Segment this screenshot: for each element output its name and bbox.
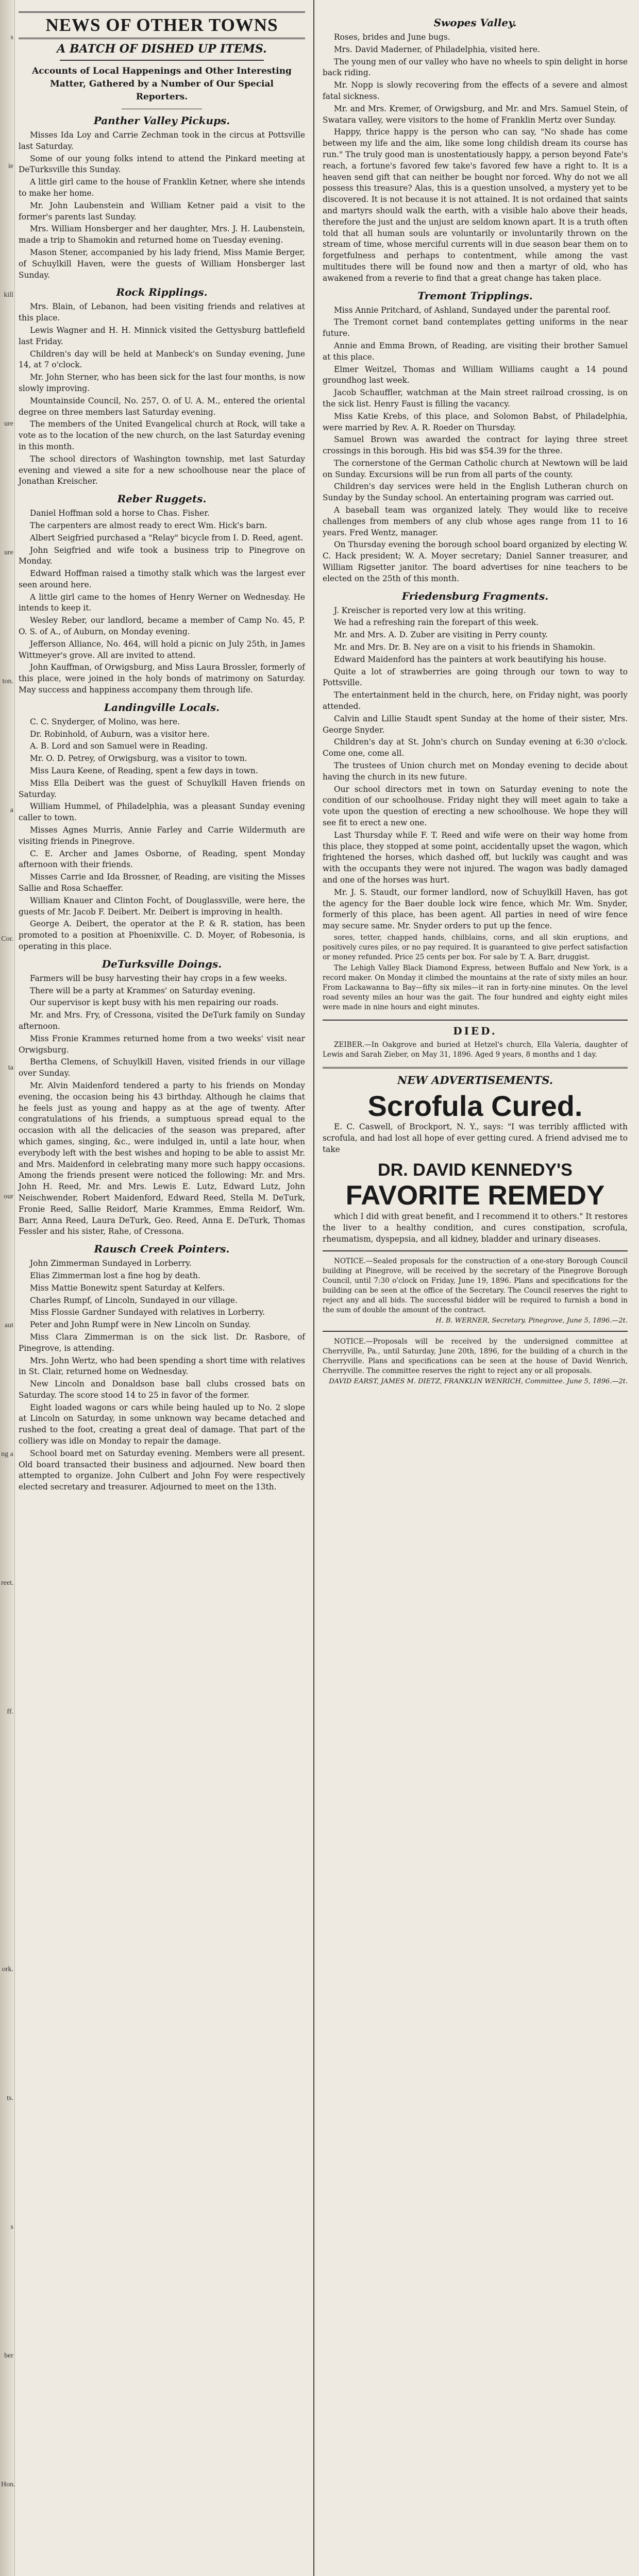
- news-item: William Hummel, of Philadelphia, was a pleasant Sunday evening caller to town.: [19, 802, 305, 823]
- news-item: Mrs. Blain, of Lebanon, had been visiting friends and relatives at this place.: [19, 302, 305, 323]
- news-item: Miss Annie Pritchard, of Ashland, Sundayed under the parental roof.: [334, 305, 611, 315]
- column-divider: [313, 0, 314, 2576]
- news-item: Mr. and Mrs. Dr. B. Ney are on a visit to his friends in Shamokin.: [334, 642, 595, 652]
- news-item: Jefferson Alliance, No. 464, will hold a picnic on July 25th, in James Wittmeyer's grove. All are invited to attend.: [19, 639, 305, 660]
- news-item: J. Kreischer is reported very low at this writing.: [334, 605, 526, 615]
- news-item: Children's day will be held at Manbeck's on Sunday evening, June 14, at 7 o'clock.: [19, 349, 305, 370]
- news-item: Misses Carrie and Ida Brossner, of Reading, are visiting the Misses Sallie and Rosa Schaeffer.: [19, 872, 305, 893]
- masthead: NEWS OF OTHER TOWNS: [19, 11, 305, 39]
- section-heading: Panther Valley Pickups.: [93, 114, 230, 127]
- news-item: Eight loaded wagons or cars while being hauled up to No. 2 slope at Lincoln on Saturday, in some unknown way became detached and rushed to the foot, creating a great deal of damage. That part of the colliery was idle on Monday to repair the damage.: [19, 1402, 305, 1446]
- section-heading: Tremont Tripplings.: [417, 289, 533, 302]
- news-item: Mr. J. S. Staudt, our former landlord, now of Schuylkill Haven, has got the agency for the Baer double lock wire fence, which Mr. Wm. Snyder, formerly of this place, has been agent. All parties in need of wire fence may secure same. Mr. Snyder orders to put up the fence.: [323, 887, 628, 931]
- section-heading: DeTurksville Doings.: [102, 957, 222, 970]
- notice-borough: NOTICE.—Sealed proposals for the construction of a one-story Borough Council building at Pinegrove, will be received by the secretary of the Pinegrove Borough Council, until 7:30 o'clock on Friday, June 19, 1896. Plans and specifications for the building can be seen at the office of the Secretary. The Council reserves the right to reject any and all bids. The successful bidder will be required to furnish a bond in the sum of double the amount of the contract.: [323, 1257, 628, 1314]
- news-item: The cornerstone of the German Catholic church at Newtown will be laid on Sunday. Excursions will be run from all parts of the county.: [323, 458, 628, 479]
- news-item: Mr. and Mrs. Fry, of Cressona, visited the DeTurk family on Sunday afternoon.: [19, 1010, 305, 1031]
- fold-margin-fragment: ff.: [7, 1708, 13, 1716]
- news-item: Miss Laura Keene, of Reading, spent a few days in town.: [30, 766, 258, 776]
- news-item: George A. Deibert, the operator at the P. & R. station, has been promoted to a position at Phoenixville. C. D. Moyer, of Robesonia, is operating in this place.: [19, 919, 305, 951]
- news-item: Edward Maidenford has the painters at work beautifying his house.: [334, 654, 607, 664]
- news-item: On Thursday evening the borough school board organized by electing W. C. Hack president; W. A. Moyer secretary; Daniel Sanner treasurer, and William Rigsetter janitor. The board advertises for nine teachers to be elected on the 25th of this month.: [323, 540, 628, 583]
- news-item: The carpenters are almost ready to erect Wm. Hick's barn.: [30, 520, 267, 530]
- news-item: John Seigfried and wife took a business trip to Pinegrove on Monday.: [19, 545, 305, 566]
- fold-margin-fragment: a: [10, 806, 13, 814]
- ad-remedy-headline: FAVORITE REMEDY: [345, 1180, 605, 1211]
- news-item: Edward Hoffman raised a timothy stalk which was the largest ever seen around here.: [19, 569, 305, 589]
- news-item: Miss Katie Krebs, of this place, and Solomon Babst, of Philadelphia, were married by Rev. A. R. Roeder on Thursday.: [323, 411, 628, 432]
- news-item: Farmers will be busy harvesting their hay crops in a few weeks.: [30, 973, 287, 983]
- scrofula-headline: Scrofula Cured.: [367, 1089, 583, 1122]
- news-item: William Knauer and Clinton Focht, of Douglassville, were here, the guests of Mr. Jacob F. Deibert. Mr. Deibert is improving in health.: [19, 895, 305, 917]
- news-item: Charles Rumpf, of Lincoln, Sundayed in our village.: [30, 1295, 238, 1305]
- news-item: Wesley Reber, our landlord, became a member of Camp No. 45, P. O. S. of A., of Auburn, on Monday evening.: [19, 616, 305, 637]
- section-heading: Rausch Creek Pointers.: [94, 1243, 230, 1256]
- right-column: [323, 0, 628, 2576]
- news-item: We had a refreshing rain the forepart of this week.: [334, 618, 539, 628]
- ads-heading: NEW ADVERTISEMENTS.: [323, 1067, 628, 1087]
- died-text: ZEIBER.—In Oakgrove and buried at Hetzel's church, Ella Valeria, daughter of Lewis and Sarah Zieber, on May 31, 1896. Aged 9 years, 8 months and 1 day.: [323, 1040, 628, 1059]
- ad-brand: DR. DAVID KENNEDY'S: [378, 1160, 573, 1180]
- news-item: Calvin and Lillie Staudt spent Sunday at the home of their sister, Mrs. George Snyder.: [323, 714, 628, 735]
- fold-margin-fragment: Cor.: [1, 935, 13, 943]
- news-item: C. E. Archer and James Osborne, of Reading, spent Monday afternoon with their friends.: [19, 849, 305, 870]
- news-item: Annie and Emma Brown, of Reading, are visiting their brother Samuel at this place.: [323, 341, 628, 362]
- fold-margin-fragment: s: [10, 33, 13, 41]
- news-item: Mrs. William Honsberger and her daughter, Mrs. J. H. Laubenstein, made a trip to Shamokin and returned home on Tuesday evening.: [19, 224, 305, 245]
- subhead-batch: A BATCH OF DISHED UP ITEMS.: [57, 42, 267, 56]
- died-heading: DIED.: [323, 1020, 628, 1037]
- news-item: Peter and John Rumpf were in New Lincoln on Sunday.: [30, 1320, 251, 1330]
- fold-margin-fragment: Hon.: [1, 2481, 15, 2488]
- left-column: [19, 0, 305, 2576]
- news-item: Samuel Brown was awarded the contract for laying three street crossings in this borough. His bid was $54.39 for the three.: [323, 435, 628, 456]
- fold-margin-fragment: kill: [4, 291, 13, 299]
- news-item: Daniel Hoffman sold a horse to Chas. Fisher.: [30, 509, 210, 518]
- news-item: John Zimmerman Sundayed in Lorberry.: [30, 1259, 192, 1268]
- fold-margin-fragment: ure: [4, 549, 13, 556]
- news-item: The members of the United Evangelical church at Rock, will take a vote as to the location of the new church, on the last Saturday evening in this month.: [19, 419, 305, 451]
- news-item: Some of our young folks intend to attend the Pinkard meeting at DeTurksville this Sunday.: [19, 154, 305, 175]
- news-item: Mrs. John Wertz, who had been spending a short time with relatives in St. Clair, returned home on Wednesday.: [19, 1355, 305, 1377]
- subhead-accounts: Accounts of Local Happenings and Other Interesting Matter, Gathered by a Number of Our Special Reporters.: [32, 66, 292, 102]
- news-item: C. C. Snyderger, of Molino, was here.: [30, 717, 180, 726]
- fold-margin-fragment: aut: [4, 1321, 13, 1329]
- fold-margin-fragment: ie: [8, 162, 13, 170]
- rule: [60, 60, 264, 61]
- news-item: Roses, brides and June bugs.: [334, 32, 450, 42]
- news-item: Happy, thrice happy is the person who can say, "No shade has come between my life and the aim, like some long childish dream its course has run." The truly good man is unostentatiously happy, a person beyond Fate's reach, a fortune's favored few take's favored few have a right to. It is a heaven send gift that can neither be bought nor forced. Why do not we all possess this treasure? Alas, this is a question unsolved, a mystery yet to be discovered. It is not because it is not attained. It is not ordained that saints and martyrs should walk the earth, with a visible halo above their heads, therefore the just and the unjust are seldom known apart. It is a truth often told that all human souls are voluntarily or involuntarily thrown on the stream of time, whose merciful currents will in due season bear them on to forgetfulness and perhaps to contentment, while among the vast multitudes there will be found now and then a martyr of old, who has awakened from a reverie to find that a great change has taken place.: [323, 127, 628, 283]
- news-item: Albert Seigfried purchased a "Relay" bicycle from I. D. Reed, agent.: [30, 533, 304, 543]
- fold-margin-fragment: ber: [4, 2352, 13, 2360]
- news-item: Children's day at St. John's church on Sunday evening at 6:30 o'clock. Come one, come all.: [323, 737, 628, 758]
- page-fold-margin: [0, 0, 15, 2576]
- news-item: Misses Agnes Murris, Annie Farley and Carrie Wildermuth are visiting friends in Pinegrove.: [19, 825, 305, 846]
- section-heading: Rock Ripplings.: [116, 286, 208, 299]
- news-item: Children's day services were held in the English Lutheran church on Sunday by the Sunday school. An entertaining program was carried out.: [323, 482, 628, 503]
- news-item: Last Thursday while F. T. Reed and wife were on their way home from this place, they stopped at some point, accidentally upset the wagon, which frightened the horses, which dashed off, but luckily was caught and was with the occupants they were not injured. The wagon was badly damaged and one of the horses was hurt.: [323, 830, 628, 885]
- ad-testimonial-2: which I did with great benefit, and I recommend it to others." It restores the liver to a healthy condition, and cures constipation, scrofula, rheumatism, dyspepsia, and all kidney, bladder and urinary diseases.: [323, 1212, 628, 1244]
- fold-margin-fragment: ta: [8, 1064, 13, 1072]
- fold-margin-fragment: ork.: [2, 1965, 13, 1973]
- news-item: The trustees of Union church met on Monday evening to decide about having the church in its new future.: [323, 761, 628, 782]
- fold-margin-fragment: s: [10, 2223, 13, 2231]
- news-item: Jacob Schauffler, watchman at the Main street railroad crossing, is on the sick list. Henry Faust is filling the vacancy.: [323, 388, 628, 409]
- news-item: A little girl came to the homes of Henry Werner on Wednesday. He intends to keep it.: [19, 592, 305, 613]
- left-sections: [19, 114, 305, 1493]
- right-sections: [323, 16, 628, 932]
- news-item: Miss Fronie Krammes returned home from a two weeks' visit near Orwigsburg.: [19, 1033, 305, 1055]
- section-heading: Reber Ruggets.: [117, 493, 207, 505]
- news-item: The entertainment held in the church, here, on Friday night, was poorly attended.: [323, 690, 628, 711]
- news-item: Mr. and Mrs. Kremer, of Orwigsburg, and Mr. and Mrs. Samuel Stein, of Swatara valley, were visitors to the home of Franklin Mertz over Sunday.: [323, 104, 628, 125]
- fold-margin-fragment: our: [4, 1193, 13, 1200]
- news-item: Our school directors met in town on Saturday evening to note the condition of our schoolhouse. Friday night they will meet again to take a vote upon the question of erecting a new schoolhouse. We hope they will see fit to erect a new one.: [323, 784, 628, 827]
- news-item: Elias Zimmerman lost a fine hog by death.: [30, 1270, 200, 1280]
- news-item: Mr. and Mrs. A. D. Zuber are visiting in Perry county.: [334, 630, 548, 640]
- fold-margin-fragment: ng a: [1, 1450, 13, 1458]
- news-item: There will be a party at Krammes' on Saturday evening.: [30, 986, 256, 995]
- notice-church-signature: DAVID EARST, JAMES M. DIETZ, FRANKLIN WENRICH, Committee. June 5, 1896.—2t.: [329, 1377, 628, 1385]
- news-item: The young men of our valley who have no wheels to spin delight in horse back riding.: [323, 57, 628, 78]
- fold-margin-fragment: ton.: [2, 677, 13, 685]
- section-heading: Landingville Locals.: [104, 701, 220, 714]
- news-item: Our supervisor is kept busy with his men repairing our roads.: [30, 998, 279, 1008]
- news-item: Dr. Robinhold, of Auburn, was a visitor here.: [30, 729, 210, 739]
- news-item: Miss Flossie Gardner Sundayed with relatives in Lorberry.: [30, 1308, 265, 1317]
- ad-testimonial: E. C. Caswell, of Brockport, N. Y., says: "I was terribly afflicted with scrofula, and had lost all hope of ever getting cured. A friend advised me to take: [323, 1122, 628, 1154]
- news-item: A baseball team was organized lately. They would like to receive challenges from members of any club whose ages range from 11 to 16 years. Fred Wentz, manager.: [323, 505, 628, 537]
- news-item: A little girl came to the house of Franklin Ketner, where she intends to make her home.: [19, 177, 305, 198]
- notice-block: [323, 933, 628, 1012]
- news-item: New Lincoln and Donaldson base ball clubs crossed bats on Saturday. The score stood 14 to 25 in favor of the former.: [19, 1379, 305, 1400]
- news-item: Mr. John Laubenstein and William Ketner paid a visit to the former's parents last Sunday.: [19, 200, 305, 222]
- news-item: Miss Clara Zimmerman is on the sick list. Dr. Rasbore, of Pinegrove, is attending.: [19, 1332, 305, 1353]
- section-heading: Swopes Valley.: [433, 16, 517, 29]
- notice-borough-signature: H. B. WERNER, Secretary. Pinegrove, June 5, 1896.—2t.: [435, 1316, 628, 1325]
- rule: [323, 1250, 628, 1251]
- news-item: Lewis Wagner and H. H. Minnick visited the Gettysburg battlefield last Friday.: [19, 325, 305, 346]
- news-item: Misses Ida Loy and Carrie Zechman took in the circus at Pottsville last Saturday.: [19, 130, 305, 151]
- news-item: Mr. John Sterner, who has been sick for the last four months, is now slowly improving.: [19, 372, 305, 393]
- salve-notice-text: sores, tetter, chapped hands, chilblains, corns, and all skin eruptions, and positively cures piles, or no pay required. It is guaranteed to give perfect satisfaction or money refunded. Price 25 cents per box. For sale by T. A. Barr, druggist.: [323, 933, 628, 961]
- section-heading: Friedensburg Fragments.: [401, 589, 549, 602]
- rule: [323, 1331, 628, 1332]
- fold-margin-fragment: ts.: [7, 2094, 13, 2102]
- news-item: Mountainside Council, No. 257, O. of U. A. M., entered the oriental degree on three members last Saturday evening.: [19, 396, 305, 417]
- news-item: Quite a lot of strawberries are going through our town to way to Pottsville.: [323, 667, 628, 688]
- news-item: Elmer Weitzel, Thomas and William Williams caught a 14 pound groundhog last week.: [323, 364, 628, 385]
- news-item: The Tremont cornet band contemplates getting uniforms in the near future.: [323, 317, 628, 338]
- news-item: John Kauffman, of Orwigsburg, and Miss Laura Brossler, formerly of this place, were joined in the holy bonds of matrimony on Saturday. May success and happiness accompany them through life.: [19, 663, 305, 695]
- news-item: Mrs. David Maderner, of Philadelphia, visited here.: [334, 44, 540, 54]
- news-item: The school directors of Washington township, met last Saturday evening and viewed a site for a new schoolhouse near the place of Jonathan Kreischer.: [19, 454, 305, 486]
- express-notice-text: The Lehigh Valley Black Diamond Express, between Buffalo and New York, is a record maker. On Monday it climbed the mountains at the rate of sixty miles an hour. From Lackawanna to Bay—fifty six miles—it ran in forty-nine minutes. On the level road seventy miles an hour was the gait. The four hundred and eighty eight miles were made in nine hours and eight minutes.: [323, 963, 628, 1011]
- fold-margin-fragment: reet.: [1, 1579, 14, 1587]
- notice-church: NOTICE.—Proposals will be received by the undersigned committee at Cherryville, Pa., until Saturday, June 20th, 1896, for the building of a church in the Cherryville. Plans and specifications can be seen at the house of David Wenrich, Cherryville. The committee reserves the right to reject any or all proposals.: [323, 1337, 628, 1375]
- news-item: Mr. O. D. Petrey, of Orwigsburg, was a visitor to town.: [30, 754, 247, 764]
- news-item: Mason Stener, accompanied by his lady friend, Miss Mamie Berger, of Schuylkill Haven, were the guests of William Honsberger last Sunday.: [19, 247, 305, 280]
- news-item: School board met on Saturday evening. Members were all present. Old board transacted their business and adjourned. New board then attempted to organize. John Culbert and John Foy were respectively elected secretary and treasurer. Adjourned to meet on the 13th.: [19, 1448, 305, 1492]
- news-item: A. B. Lord and son Samuel were in Reading.: [30, 741, 208, 751]
- news-item: Miss Ella Deibert was the guest of Schuylkill Haven friends on Saturday.: [19, 778, 305, 799]
- news-item: Mr. Alvin Maidenford tendered a party to his friends on Monday evening, the occasion being his 43 birthday. Although he claims that he feels just as young and happy as at the age of twenty. After congratulations of his friends, a sumptuous spread equal to the occasion with all the delicacies of the season was prepared, after which games, singing, &c., were indulged in, until a late hour, when everybody left with the best wishes and hoping to be able to assist Mr. and Mrs. Maidenford in celebrating many more such happy occasions. Among the friends present were noticed the following: Mr. and Mrs. John H. Reed, Mr. and Mrs. Lewis E. Lutz, Edward Lutz, John Neischwender, Robert Maidenford, Edward Reed, Stella M. DeTurk, Fronie Reed, Sallie Reidorf, Marie Krammes, Emma Reidorf, Wm. Barr, Anna Reed, Laura DeTurk, Geo. Reed, Anna E. DeTurk, Thomas Fessler and his sister, Rahe, of Cressona.: [19, 1080, 305, 1236]
- news-item: Bertha Clemens, of Schuylkill Haven, visited friends in our village over Sunday.: [19, 1057, 305, 1078]
- fold-margin-fragment: ure: [4, 420, 13, 428]
- news-item: Mr. Nopp is slowly recovering from the effects of a severe and almost fatal sickness.: [323, 80, 628, 101]
- news-item: Miss Mattie Bonewitz spent Saturday at Kelfers.: [30, 1283, 225, 1293]
